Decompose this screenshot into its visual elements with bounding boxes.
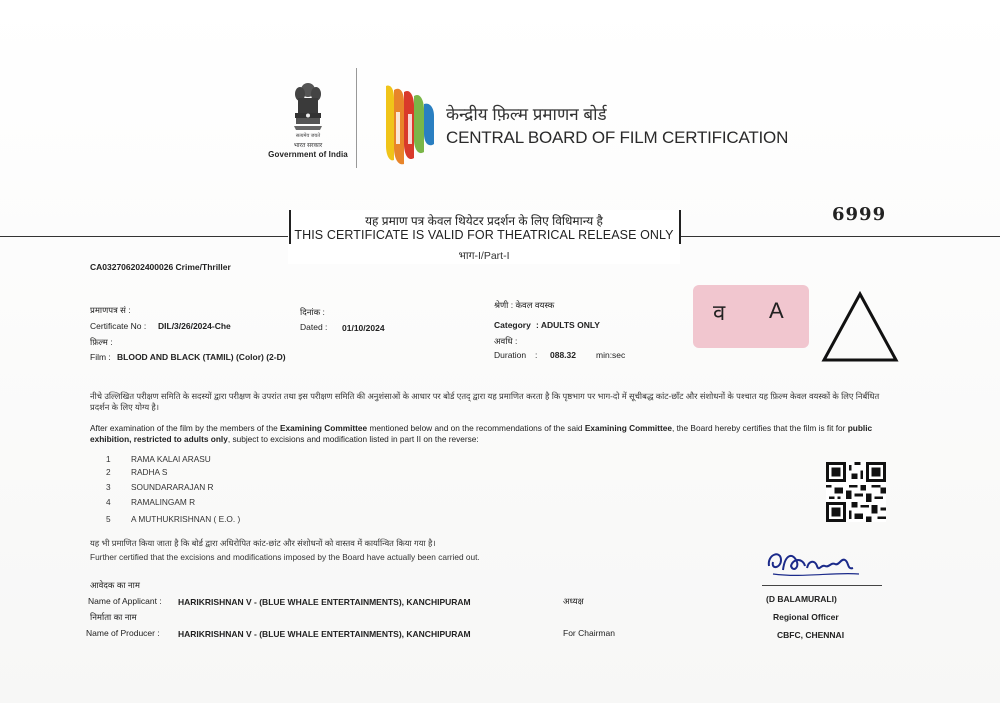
cbfc-logo-icon xyxy=(380,76,438,173)
member-number: 1 xyxy=(106,454,111,464)
further-english: Further certified that the excisions and modifications imposed by the Board have actually been carried out. xyxy=(90,552,480,562)
duration-label: Duration xyxy=(494,350,527,360)
rating-badge xyxy=(693,285,809,348)
cert-no-label: Certificate No : xyxy=(90,321,147,331)
member-number: 4 xyxy=(106,497,111,507)
member-name: SOUNDARARAJAN R xyxy=(131,482,214,492)
govt-english: Government of India xyxy=(268,150,348,159)
category-value: : ADULTS ONLY xyxy=(536,320,600,330)
date-hindi: दिनांक : xyxy=(300,307,325,317)
further-hindi: यह भी प्रमाणित किया जाता है कि बोर्ड द्वारा अधिरोपित कांट-छांट और संशोधनों को वास्तव में कार्यान्वित किया गया है। xyxy=(90,538,436,548)
signatory-title: Regional Officer xyxy=(773,612,839,622)
rating-hindi: व xyxy=(713,300,726,325)
member-number: 5 xyxy=(106,514,111,524)
signature-icon xyxy=(763,544,863,584)
member-name: RAMALINGAM R xyxy=(131,497,196,507)
member-name: A MUTHUKRISHNAN ( E.O. ) xyxy=(131,514,241,524)
for-chairman: For Chairman xyxy=(563,628,615,638)
date-label: Dated : xyxy=(300,322,328,332)
adult-triangle-icon xyxy=(820,290,900,366)
validity-english: THIS CERTIFICATE IS VALID FOR THEATRICAL RELEASE ONLY xyxy=(294,228,674,242)
producer-value: HARIKRISHNAN V - (BLUE WHALE ENTERTAINMENTS), KANCHIPURAM xyxy=(178,629,471,639)
board-name-english: CENTRAL BOARD OF FILM CERTIFICATION xyxy=(446,128,789,147)
applicant-label: Name of Applicant : xyxy=(88,596,162,606)
left-rule xyxy=(0,236,292,237)
member-name: RAMA KALAI ARASU xyxy=(131,454,211,464)
cert-no-hindi: प्रमाणपत्र सं : xyxy=(90,305,131,315)
producer-label: Name of Producer : xyxy=(86,628,160,638)
government-emblem xyxy=(268,80,348,159)
signatory-name: (D BALAMURALI) xyxy=(766,594,837,604)
film-hindi: फ़िल्म : xyxy=(90,337,113,347)
applicant-value: HARIKRISHNAN V - (BLUE WHALE ENTERTAINMENTS), KANCHIPURAM xyxy=(178,597,471,607)
film-label: Film : xyxy=(90,352,111,362)
film-title: BLOOD AND BLACK (TAMIL) (Color) (2-D) xyxy=(117,352,286,362)
reference-number: CA032706202400026 Crime/Thriller xyxy=(90,262,231,272)
qr-code-icon xyxy=(826,462,886,522)
right-rule xyxy=(680,236,1000,237)
date-value: 01/10/2024 xyxy=(342,323,385,333)
applicant-hindi: आवेदक का नाम xyxy=(90,580,140,590)
member-name: RADHA S xyxy=(131,467,168,477)
chairman-hindi: अध्यक्ष xyxy=(563,596,584,606)
certification-paragraph-hindi: नीचे उल्लिखित परीक्षण समिति के सदस्यों द्वारा परीक्षण के उपरांत तथा इस परीक्षण समिति की अनुशंसाओं के आधार पर बोर्ड एतद् द्वारा यह प्रमाणित करता है कि पृष्ठभाग पर भाग-दो में सूचीबद्ध कांट-छाँट और संशोधनों के पश्चात यह फ़िल्म केवल वयस्कों के लिए निर्बंधित प्रदर्शन के लिए योग्य है। xyxy=(90,391,880,412)
board-name-hindi: केन्द्रीय फ़िल्म प्रमाणन बोर्ड xyxy=(446,105,607,124)
header-divider xyxy=(356,68,357,168)
cert-no-value: DIL/3/26/2024-Che xyxy=(158,321,231,331)
emblem-motto: सत्यमेव जयते xyxy=(295,133,321,139)
certification-paragraph-english: After examination of the film by the members of the Examining Committee mentioned below and on the recommendations of the said Examining Committee, the Board hereby certifies that the film is fit for public exhibition, restricted to adults only, subject to excisions and modification listed in part II on the reverse: xyxy=(90,423,873,444)
duration-colon: : xyxy=(535,350,538,360)
signatory-office: CBFC, CHENNAI xyxy=(777,630,845,640)
part-label: भाग-I/Part-I xyxy=(458,250,510,262)
category-hindi: श्रेणी : केवल वयस्क xyxy=(494,300,555,310)
producer-hindi: निर्माता का नाम xyxy=(90,612,137,622)
certificate-serial: 6999 xyxy=(832,204,887,225)
category-label: Category xyxy=(494,320,531,330)
rating-english: A xyxy=(769,298,784,323)
duration-unit: min:sec xyxy=(596,350,626,360)
lion-capital-icon xyxy=(290,80,326,132)
duration-value: 088.32 xyxy=(550,350,576,360)
signature-line xyxy=(762,585,882,586)
duration-hindi: अवधि : xyxy=(494,336,518,346)
member-number: 2 xyxy=(106,467,111,477)
member-number: 3 xyxy=(106,482,111,492)
validity-hindi: यह प्रमाण पत्र केवल थियेटर प्रदर्शन के लिए विधिमान्य है xyxy=(365,214,603,228)
govt-hindi: भारत सरकार xyxy=(293,143,323,149)
